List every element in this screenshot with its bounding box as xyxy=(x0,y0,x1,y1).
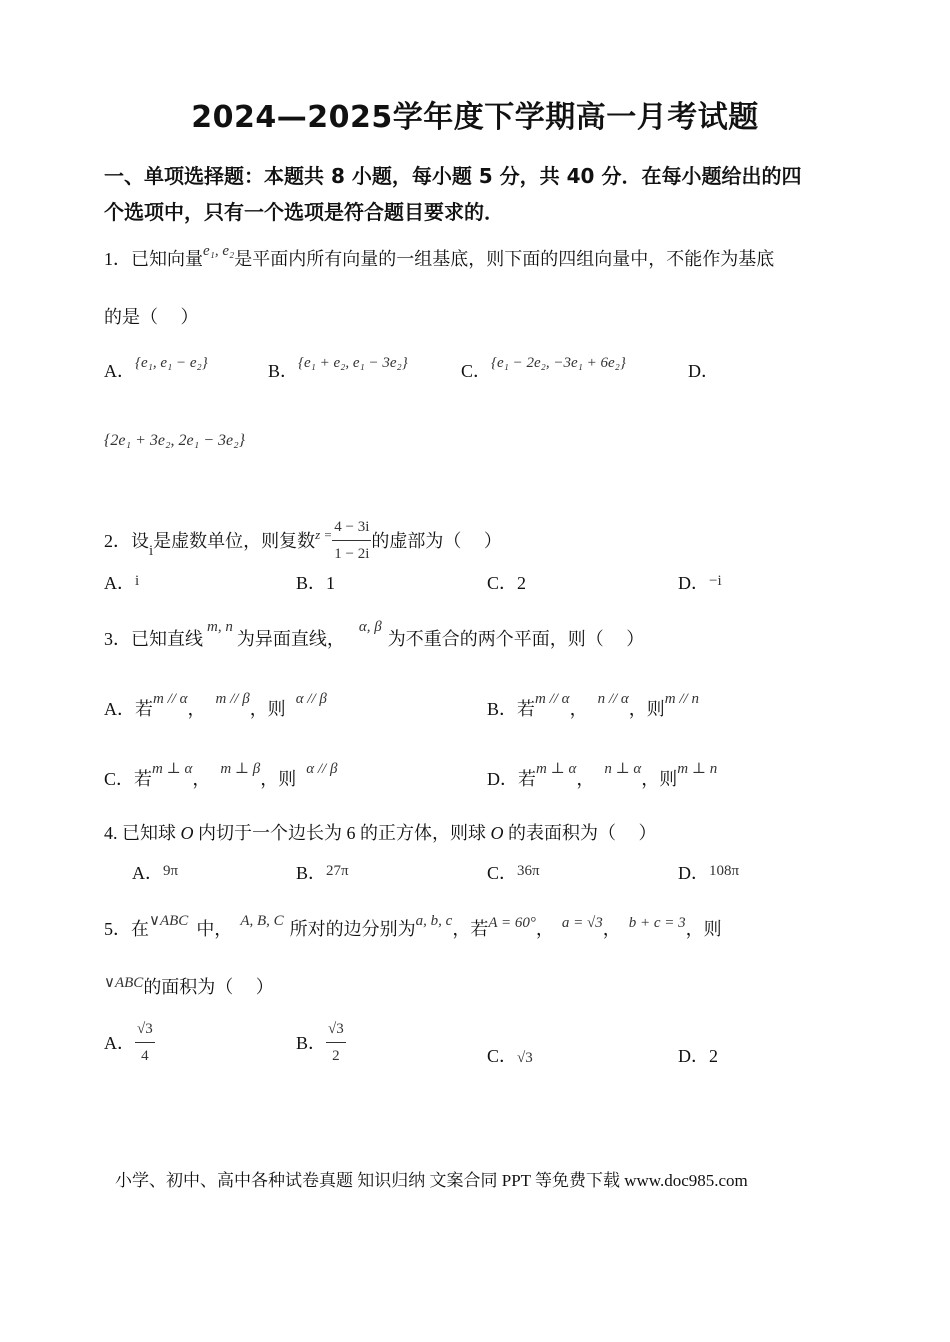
q5-cond3: b + c = 3 xyxy=(628,915,686,931)
q5-triangle-2: ∨ABC xyxy=(104,975,144,991)
q4-option-a-expr: 9π xyxy=(163,863,179,879)
q4-option-c xyxy=(487,860,540,888)
q4-option-a xyxy=(132,860,178,888)
q3-option-d xyxy=(487,761,718,794)
q5-option-c-label: C． xyxy=(487,1046,518,1066)
question-5-line2 xyxy=(104,974,274,1002)
question-4 xyxy=(104,820,657,846)
q5-b-num: √3 xyxy=(326,1016,346,1043)
q3-suffix: 为不重合的两个平面，则（ ） xyxy=(387,629,645,649)
q5-option-a xyxy=(104,1016,155,1069)
q3-option-c xyxy=(104,761,338,794)
q2-z: z = xyxy=(315,526,333,542)
q4-option-b-label: B． xyxy=(296,863,327,883)
q2-i: i xyxy=(149,542,154,559)
q4-text-b: 内切于一个边长为 6 的正方体，则球 xyxy=(193,823,491,843)
q3-a-e2: m // β xyxy=(215,691,250,707)
q3-c-comma: ， xyxy=(192,769,211,789)
q2-option-b-label: B． xyxy=(296,573,327,593)
q1-vectors: e₁, e₂ xyxy=(203,243,235,259)
q1-option-a-label: A． xyxy=(104,361,135,381)
q2-suffix: 的虚部为（ ） xyxy=(371,530,502,551)
question-3 xyxy=(104,619,645,654)
q3-c-e1: m ⊥ α xyxy=(152,761,193,777)
q2-option-c-label: C． xyxy=(487,573,518,593)
q4-option-d xyxy=(678,860,739,888)
q2-denominator: 1 − 2i xyxy=(334,546,370,562)
q2-option-b xyxy=(296,570,335,596)
q5-option-a-label: A． xyxy=(104,1032,135,1053)
q4-option-d-expr: 108π xyxy=(709,863,740,879)
q2-prefix: 2．设 xyxy=(104,530,149,551)
q2-fraction xyxy=(332,514,371,567)
q3-c-then: ，则 xyxy=(260,769,297,789)
q5-triangle: ∨ABC xyxy=(149,913,189,929)
q5-a-den: 4 xyxy=(141,1048,149,1064)
q3-d-then: ，则 xyxy=(641,769,678,789)
q2-numerator: 4 − 3i xyxy=(332,514,371,541)
footer-text: 小学、初中、高中各种试卷真题 知识归纳 文案合同 PPT 等免费下载 www.doc985.com xyxy=(115,1171,748,1190)
q3-middle: 为异面直线， xyxy=(236,629,345,649)
q5-option-b-label: B． xyxy=(296,1032,327,1053)
q4-option-b xyxy=(296,860,349,888)
q3-b-e3: m // n xyxy=(664,691,699,707)
q5-mid3: ，若 xyxy=(452,919,489,939)
q5-option-d xyxy=(678,1043,718,1069)
q2-option-d xyxy=(678,570,722,598)
q3-a-comma: ， xyxy=(187,699,206,719)
q4-o-1: O xyxy=(180,823,194,843)
q2-option-a-label: A． xyxy=(104,573,135,593)
q1-option-c xyxy=(461,355,626,386)
q2-option-a xyxy=(104,570,139,598)
q1-option-c-expr: {e₁ − 2e₂, −3e₁ + 6e₂} xyxy=(491,355,626,371)
q4-option-b-expr: 27π xyxy=(326,863,349,879)
q5-mid1: 中， xyxy=(196,919,233,939)
section-heading-line2: 个选项中，只有一个选项是符合题目要求的． xyxy=(104,200,504,224)
q5-option-a-fraction xyxy=(135,1016,155,1069)
q3-d-e3: m ⊥ n xyxy=(677,761,718,777)
q5-cond1: A = 60° xyxy=(488,915,536,931)
q1-option-c-label: C． xyxy=(461,361,492,381)
question-1-line1 xyxy=(104,243,775,274)
q3-option-b xyxy=(487,691,699,724)
q5-option-b-fraction xyxy=(326,1016,346,1069)
q2-option-d-expr: −i xyxy=(709,573,722,589)
q2-option-a-expr: i xyxy=(135,573,140,589)
q3-b-comma: ， xyxy=(569,699,588,719)
q3-b-e2: n // α xyxy=(597,691,629,707)
q1-option-b-label: B． xyxy=(268,361,299,381)
q3-d-e1: m ⊥ α xyxy=(536,761,577,777)
q5-line2-suffix: 的面积为（ ） xyxy=(143,977,274,997)
q5-mid2: 所对的边分别为 xyxy=(289,919,416,939)
q3-lines: m, n xyxy=(207,619,233,635)
q1-option-d-label: D． xyxy=(688,361,719,381)
q1-prefix: 1．已知向量 xyxy=(104,249,203,269)
q1-suffix: 是平面内所有向量的一组基底，则下面的四组向量中，不能作为基底 xyxy=(234,249,775,269)
q3-a-e1: m // α xyxy=(153,691,188,707)
q1-option-b xyxy=(268,355,408,386)
question-2 xyxy=(104,514,502,567)
q3-d-comma: ， xyxy=(576,769,595,789)
q3-b-label: B．若 xyxy=(487,699,536,719)
q2-option-b-expr: 1 xyxy=(326,573,336,593)
q3-c-e2: m ⊥ β xyxy=(220,761,261,777)
question-5-line1: 5．在$^{\vee ABC}$ 中， $^{A, B, C}$ 所对的边分别为$^{a, b, c}$，若$^{A = 60^\circ}$， $^{a = √3}$， $^{b + c = 3}$，则 xyxy=(104,913,722,939)
page-title: 2024—2025学年度下学期高一月考试题 xyxy=(191,100,759,135)
q4-option-c-expr: 36π xyxy=(517,863,540,879)
q4-text-c: 的表面积为（ ） xyxy=(503,823,657,843)
section-heading-line1: 一、单项选择题：本题共 8 小题，每小题 5 分，共 40 分．在每小题给出的四 xyxy=(104,164,802,188)
q3-a-then: ，则 xyxy=(249,699,286,719)
q5-b-den: 2 xyxy=(332,1048,340,1064)
q3-d-label: D．若 xyxy=(487,769,536,789)
q5-option-d-expr: 2 xyxy=(709,1046,718,1066)
q5-a-num: √3 xyxy=(135,1016,155,1043)
q5-option-c xyxy=(487,1043,533,1071)
q3-b-e1: m // α xyxy=(535,691,570,707)
q4-option-c-label: C． xyxy=(487,863,518,883)
q5-option-d-label: D． xyxy=(678,1046,709,1066)
q5-end: ，则 xyxy=(685,919,722,939)
q5-option-b xyxy=(296,1016,346,1069)
q5-prefix: 5．在 xyxy=(104,919,149,939)
q2-middle: 是虚数单位，则复数 xyxy=(153,530,316,551)
q3-d-e2: n ⊥ α xyxy=(604,761,642,777)
q4-text-a: 4. 已知球 xyxy=(104,823,181,843)
q3-a-e3: α // β xyxy=(295,691,327,707)
q3-b-then: ，则 xyxy=(628,699,665,719)
q3-prefix: 3．已知直线 xyxy=(104,629,203,649)
q3-c-label: C．若 xyxy=(104,769,153,789)
q2-option-d-label: D． xyxy=(678,573,709,593)
q2-option-c xyxy=(487,570,526,596)
q3-c-e3: α // β xyxy=(306,761,338,777)
q2-option-c-expr: 2 xyxy=(517,573,527,593)
q5-cond2: a = √3 xyxy=(561,915,603,931)
q1-option-a xyxy=(104,355,208,386)
q1-option-d-expr: {2e₁ + 3e₂, 2e₁ − 3e₂} xyxy=(104,432,246,449)
q4-o-2: O xyxy=(490,823,504,843)
q1-option-b-expr: {e₁ + e₂, e₁ − 3e₂} xyxy=(298,355,408,371)
q4-option-a-label: A． xyxy=(132,863,163,883)
q3-a-label: A．若 xyxy=(104,699,153,719)
q4-option-d-label: D． xyxy=(678,863,709,883)
q5-angles: A, B, C xyxy=(240,913,284,929)
q3-planes: α, β xyxy=(358,619,382,635)
question-1-line2: 的是（ ） xyxy=(104,307,199,327)
q1-option-a-expr: {e₁, e₁ − e₂} xyxy=(135,355,208,371)
q3-option-a xyxy=(104,691,327,724)
q5-option-c-expr: √3 xyxy=(517,1050,533,1066)
q5-sides: a, b, c xyxy=(415,913,453,929)
